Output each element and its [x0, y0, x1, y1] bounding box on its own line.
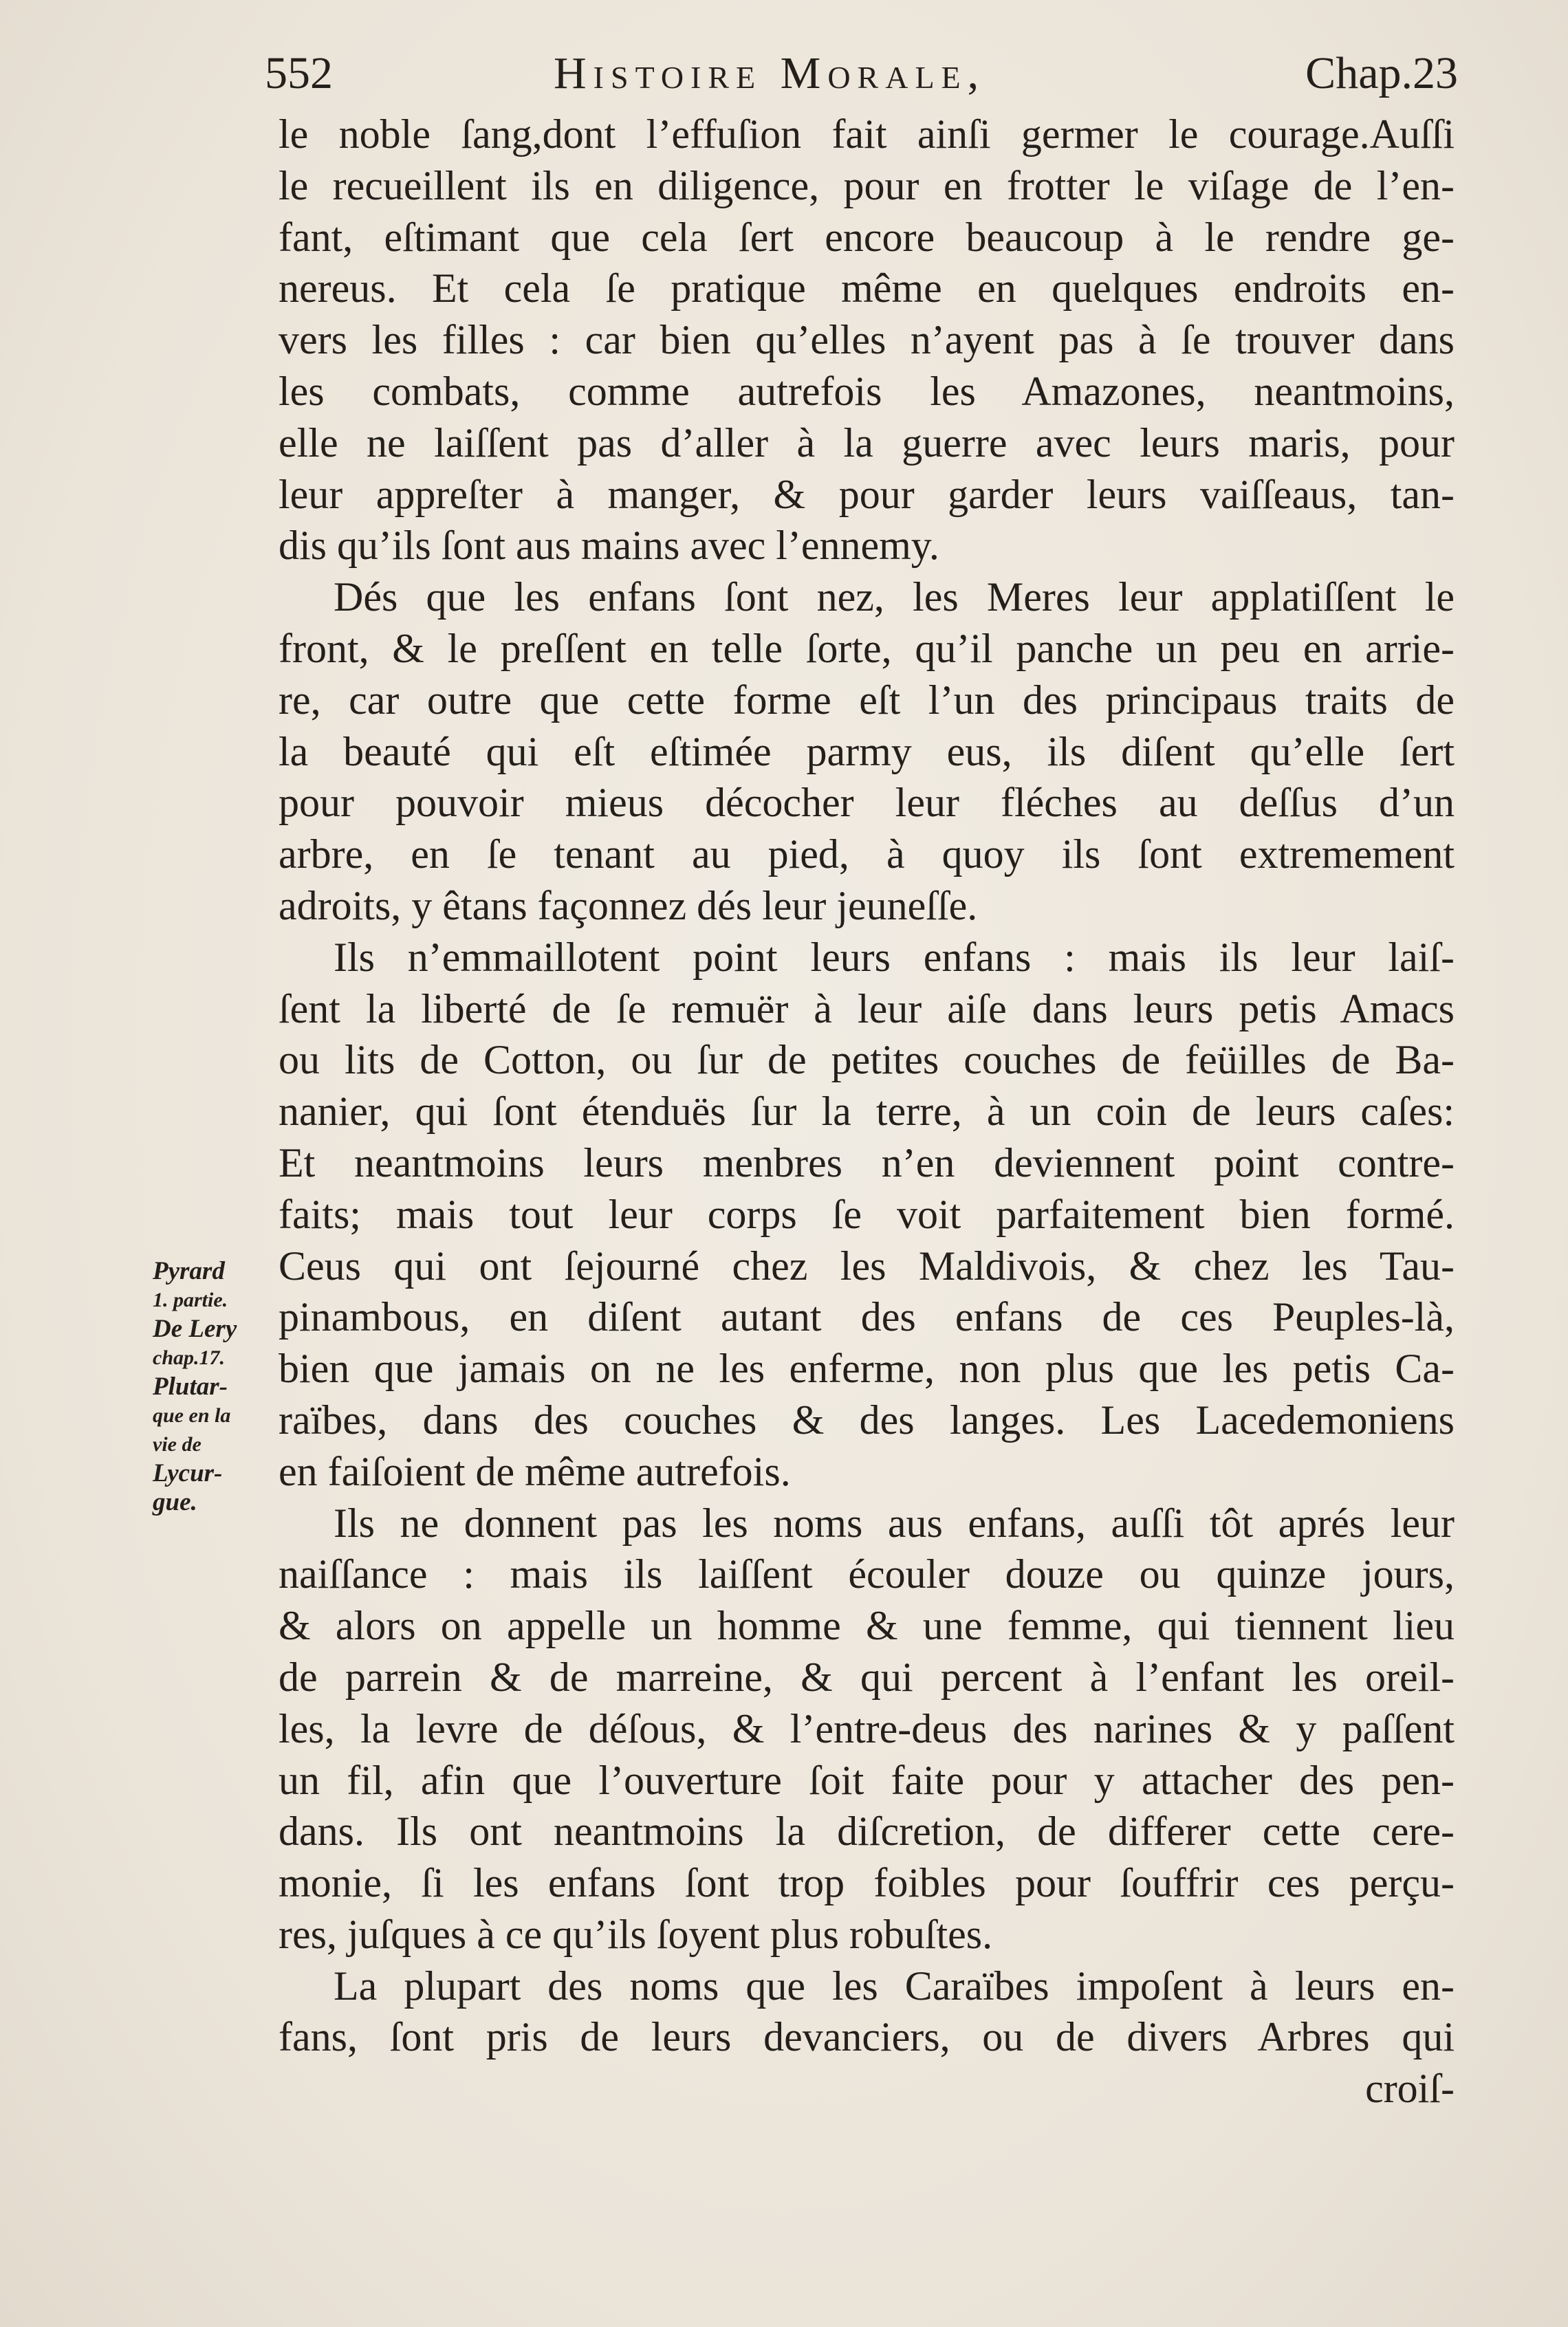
margin-notes [153, 1257, 270, 1517]
text-line: front, & le preſſent en telle ſorte, qu’il panche un peu en arrie- [279, 625, 1455, 671]
text-line: res, juſques à ce qu’ils ſoyent plus robuſtes. [279, 1911, 993, 1957]
running-title: Histoire Morale, [554, 48, 986, 98]
text-line: arbre, en ſe tenant au pied, à quoy ils ſont extremement [279, 831, 1455, 877]
text-line: fans, ſont pris de leurs devanciers, ou de divers Arbres qui [279, 2014, 1455, 2060]
body-text [279, 109, 1455, 2115]
text-line: re, car outre que cette forme eſt l’un des principaus traits de [279, 677, 1455, 723]
text-line: monie, ſi les enfans ſont trop foibles pour ſouffrir ces perçu- [279, 1860, 1455, 1906]
text-line: adroits, y êtans façonnez dés leur jeuneſſe. [279, 882, 978, 928]
margin-note-line: De Lery [153, 1315, 237, 1343]
catchword: croiſ- [1365, 2066, 1455, 2112]
text-line: de parrein & de marreine, & qui percent à l’enfant les oreil- [279, 1654, 1455, 1700]
text-line: fant, eſtimant que cela ſert encore beaucoup à le rendre ge- [279, 214, 1455, 260]
text-line: dans. Ils ont neantmoins la diſcretion, de differer cette cere- [279, 1809, 1455, 1855]
text-line: pour pouvoir mieus décocher leur fléches au deſſus d’un [279, 780, 1455, 826]
text-line: Dés que les enfans ſont nez, les Meres leur applatiſſent le [334, 574, 1455, 620]
text-line: les, la levre de déſous, & l’entre-deus des narines & y paſſent [279, 1705, 1455, 1751]
text-line: faits; mais tout leur corps ſe voit parfaitement bien formé. [279, 1191, 1455, 1237]
text-line: leur appreſter à manger, & pour garder leurs vaiſſeaus, tan- [279, 471, 1455, 517]
text-line: raïbes, dans des couches & des langes. Les Lacedemoniens [279, 1397, 1455, 1443]
text-line: un fil, afin que l’ouverture ſoit faite pour y attacher des pen- [279, 1757, 1455, 1803]
text-line: ou lits de Cotton, ou ſur de petites couches de feüilles de Ba- [279, 1037, 1455, 1083]
text-line: nereus. Et cela ſe pratique même en quelques endroits en- [279, 265, 1455, 312]
margin-note-line: vie de [153, 1433, 202, 1456]
margin-note-line: chap.17. [153, 1346, 225, 1369]
text-line: la beauté qui eſt eſtimée parmy eus, ils diſent qu’elle ſert [279, 728, 1455, 774]
text-line: le noble ſang,dont l’effuſion fait ainſi germer le courage.Auſſi [279, 111, 1455, 157]
text-line: bien que jamais on ne les enferme, non plus que les petis Ca- [279, 1346, 1455, 1392]
text-line: vers les filles : car bien qu’elles n’ayent pas à ſe trouver dans [279, 317, 1455, 363]
text-line: Ceus qui ont ſejourné chez les Maldivois, & chez les Tau- [279, 1243, 1455, 1289]
text-line: ſent la liberté de ſe remuër à leur aiſe dans leurs petis Amacs [279, 985, 1455, 1031]
margin-note-line: gue. [153, 1488, 197, 1516]
chapter-label: Chap.23 [1305, 48, 1458, 98]
margin-note-line: Plutar- [153, 1373, 228, 1401]
text-line: Ils ne donnent pas les noms aus enfans, auſſi tôt aprés leur [334, 1500, 1455, 1546]
page-header [265, 43, 1458, 105]
text-line: en faiſoient de même autrefois. [279, 1448, 791, 1494]
text-line: nanier, qui ſont étenduës ſur la terre, à un coin de leurs caſes: [279, 1089, 1455, 1135]
text-line: dis qu’ils ſont aus mains avec l’ennemy. [279, 523, 939, 569]
text-line: La plupart des noms que les Caraïbes impoſent à leurs en- [334, 1963, 1455, 2009]
margin-note-line: 1. partie. [153, 1289, 228, 1311]
text-line: Et neantmoins leurs menbres n’en deviennent point contre- [279, 1139, 1455, 1186]
text-line: les combats, comme autrefois les Amazones, neantmoins, [279, 368, 1455, 414]
text-line: pinambous, en diſent autant des enfans de ces Peuples-là, [279, 1294, 1455, 1340]
margin-note-line: que en la [153, 1404, 231, 1427]
text-line: naiſſance : mais ils laiſſent écouler douze ou quinze jours, [279, 1551, 1455, 1597]
text-line: le recueillent ils en diligence, pour en frotter le viſage de l’en- [279, 162, 1455, 208]
margin-note-line: Pyrard [153, 1257, 225, 1285]
text-line: Ils n’emmaillotent point leurs enfans : mais ils leur laiſ- [334, 934, 1455, 980]
text-line: & alors on appelle un homme & une femme, qui tiennent lieu [279, 1603, 1455, 1649]
margin-note-line: Lycur- [153, 1459, 223, 1487]
page-number: 552 [265, 48, 333, 98]
text-line: elle ne laiſſent pas d’aller à la guerre avec leurs maris, pour [279, 419, 1455, 466]
